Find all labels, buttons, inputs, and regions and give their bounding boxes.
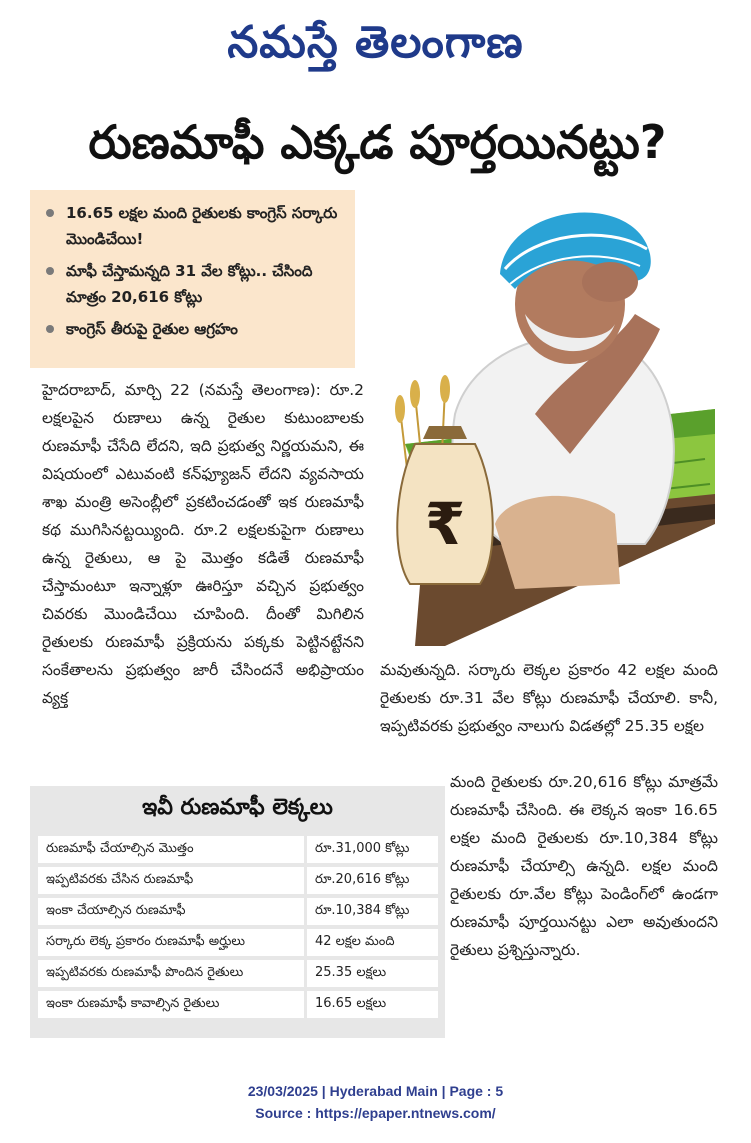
table-row [38, 867, 438, 894]
rupee-icon: ₹ [424, 490, 466, 558]
table-row [38, 898, 438, 925]
article-body-column-2: మవుతున్నది. సర్కారు లెక్కల ప్రకారం 42 లక్షల మంది రైతులకు రూ.31 వేల కోట్లు రుణమాఫీ చేయాలి. కానీ, ఇప్పటివరకు ప్రభుత్వం నాలుగు విడతల్లో 25.35 లక్షల [380, 661, 718, 735]
highlight-text: మాఫీ చేస్తామన్నది 31 వేల కోట్లు.. చేసింది మాత్రం 20,616 కోట్లు [66, 262, 313, 306]
farmer-illustration [385, 194, 715, 646]
highlight-item [44, 258, 345, 310]
highlight-item [44, 200, 345, 252]
farmer-photo [385, 194, 715, 646]
table-row [38, 960, 438, 987]
highlight-text: 16.65 లక్షల మంది రైతులకు కాంగ్రెస్ సర్కారు మొండిచేయి! [66, 204, 338, 248]
table-cell-label: ఇప్పటివరకు చేసిన రుణమాఫీ [38, 867, 304, 894]
bullet-icon [46, 267, 54, 275]
article-body-column-1: హైదరాబాద్, మార్చి 22 (నమస్తే తెలంగాణ): రూ.2 లక్షలపైన రుణాలు ఉన్న రైతుల కుటుంబాలకు రుణమాఫీ చేసేది లేదని, ఇది ప్రభుత్వ నిర్ణయమని, ఈ విషయంలో ఎటువంటి కన్‌ఫ్యూజన్ లేదని వ్యవసాయ శాఖ మంత్రి అసెంబ్లీలో ప్రకటించడంతో ఇక రుణమాఫీ కథ ముగిసినట్టయ్యింది. రూ.2 లక్షలకుపైగా రుణాలు ఉన్న రైతులు, ఆ పై మొత్తం కడితే రుణమాఫీ చేస్తామంటూ ఇన్నాళ్లూ ఊరిస్తూ వచ్చిన ప్రభుత్వం చివరకు మొండిచేయి చూపింది. దీంతో మిగిలిన రైతులకు రుణమాఫీ ప్రక్రియను పక్కకు పెట్టినట్టేనని సంకేతాలను ప్రభుత్వం జారీ చేసిందనే అభిప్రాయం వ్యక్త [42, 381, 364, 707]
bullet-icon [46, 209, 54, 217]
bullet-icon [46, 325, 54, 333]
footer-date-edition: 23/03/2025 | Hyderabad Main | Page : 5 [247, 1083, 504, 1099]
table-cell-value: రూ.10,384 కోట్లు [304, 898, 438, 925]
table-cell-value: 42 లక్షల మంది [304, 929, 438, 956]
table-row [38, 991, 438, 1018]
footer-source-link[interactable]: Source : https://epaper.ntnews.com/ [255, 1105, 496, 1121]
table-title: ఇవీ రుణమాఫీ లెక్కలు [142, 795, 333, 820]
table-cell-value: రూ.20,616 కోట్లు [304, 867, 438, 894]
table-cell-label: ఇప్పటివరకు రుణమాఫీ పొందిన రైతులు [38, 960, 304, 987]
table-cell-label: రుణమాఫీ చేయాల్సిన మొత్తం [38, 836, 304, 863]
highlight-item [44, 316, 345, 342]
article-body-column-3: మంది రైతులకు రూ.20,616 కోట్లు మాత్రమే రుణమాఫీ చేసింది. ఈ లెక్కన ఇంకా 16.65 లక్షల మంది రైతులకు రూ.10,384 కోట్లు రుణమాఫీ చేయాల్సి ఉన్నది. లక్షల మంది రైతులకు రూ.వేల కోట్లు పెండింగ్‌లో ఉండగా రుణమాఫీ పూర్తయినట్టు ఎలా అవుతుందని రైతులు ప్రశ్నిస్తున్నారు. [450, 773, 718, 959]
table-cell-label: ఇంకా చేయాల్సిన రుణమాఫీ [38, 898, 304, 925]
highlights-box [30, 190, 355, 368]
table-cell-value: రూ.31,000 కోట్లు [304, 836, 438, 863]
table-cell-label: సర్కారు లెక్క ప్రకారం రుణమాఫీ అర్హులు [38, 929, 304, 956]
masthead-title: నమస్తే తెలంగాణ [227, 17, 524, 68]
table-cell-value: 16.65 లక్షలు [304, 991, 438, 1018]
page-footer [0, 1080, 751, 1124]
table-cell-value: 25.35 లక్షలు [304, 960, 438, 987]
table-cell-label: ఇంకా రుణమాఫీ కావాల్సిన రైతులు [38, 991, 304, 1018]
table-row [38, 836, 438, 863]
table-row [38, 929, 438, 956]
loan-waiver-table-box [30, 786, 445, 1038]
highlight-text: కాంగ్రెస్ తీరుపై రైతుల ఆగ్రహం [66, 320, 238, 338]
loan-waiver-table [38, 832, 438, 1022]
article-headline: రుణమాఫీ ఎక్కడ పూర్తయినట్టు? [88, 115, 667, 169]
